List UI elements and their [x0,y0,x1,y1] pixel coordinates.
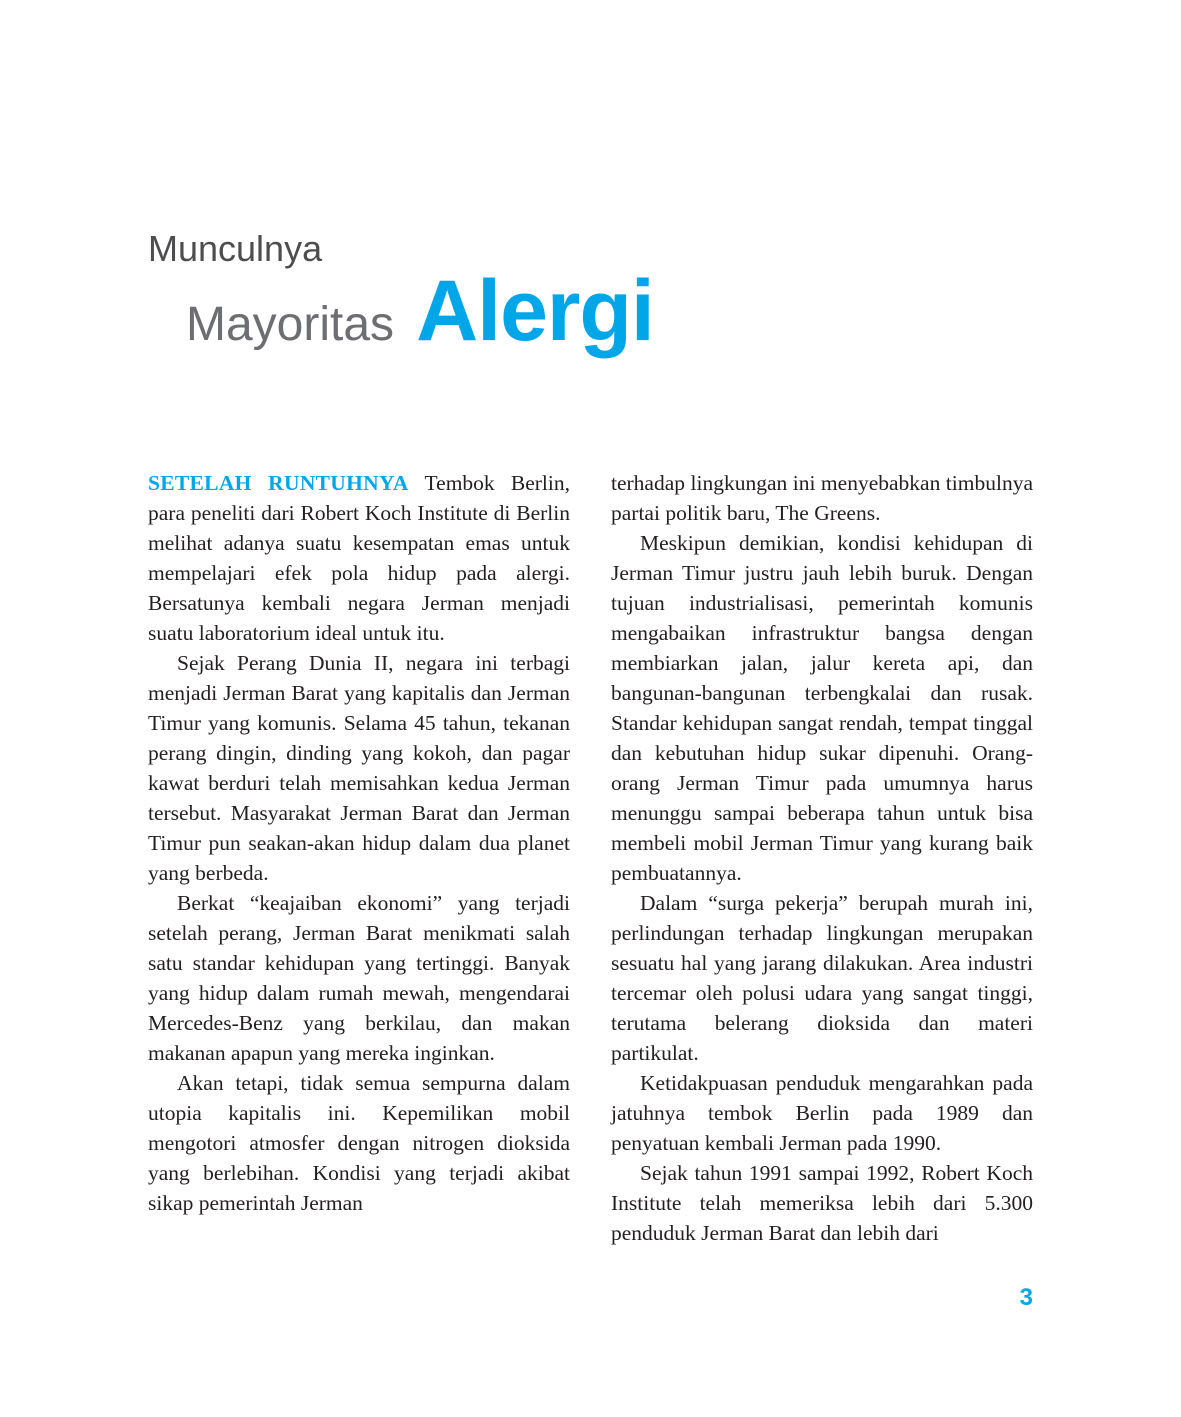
right-paragraph-3: Dalam “surga pekerja” berupah murah ini, perlindungan terhadap lingkungan merupakan sesuatu hal yang jarang dilakukan. Area industri tercemar oleh polusi udara yang sangat tinggi, terutama belerang dioksida dan materi partikulat. [611,891,1033,1065]
title-subtitle: Mayoritas [186,298,395,351]
right-paragraph-4: Ketidakpuasan penduduk mengarahkan pada jatuhnya tembok Berlin pada 1989 dan penyatuan kembali Jerman pada 1990. [611,1071,1033,1155]
left-paragraph-1 [148,468,570,648]
left-paragraph-3: Berkat “keajaiban ekonomi” yang terjadi setelah perang, Jerman Barat menikmati salah satu standar kehidupan yang tertinggi. Banyak yang hidup dalam rumah mewah, mengendarai Mercedes-Benz yang berkilau, dan makan makanan apapun yang mereka inginkan. [148,891,570,1065]
left-column [148,468,570,1218]
right-column [611,468,1033,1248]
right-paragraph-5: Sejak tahun 1991 sampai 1992, Robert Koch Institute telah memeriksa lebih dari 5.300 penduduk Jerman Barat dan lebih dari [611,1161,1033,1245]
title-line1: Munculnya [148,228,323,269]
lead-in: SETELAH RUNTUHNYA [148,471,409,495]
left-paragraph-2: Sejak Perang Dunia II, negara ini terbagi menjadi Jerman Barat yang kapitalis dan Jerman Timur yang komunis. Selama 45 tahun, tekanan perang dingin, dinding yang kokoh, dan pagar kawat berduri telah memisahkan kedua Jerman tersebut. Masyarakat Jerman Barat dan Jerman Timur pun seakan-akan hidup dalam dua planet yang berbeda. [148,651,570,885]
left-paragraph-4: Akan tetapi, tidak semua sempurna dalam utopia kapitalis ini. Kepemilikan mobil mengotori atmosfer dengan nitrogen dioksida yang berlebihan. Kondisi yang terjadi akibat sikap pemerintah Jerman [148,1071,570,1215]
right-paragraph-2: Meskipun demikian, kondisi kehidupan di Jerman Timur justru jauh lebih buruk. Dengan tujuan industrialisasi, pemerintah komunis mengabaikan infrastruktur bangsa dengan membiarkan jalan, jalur kereta api, dan bangunan-bangunan terbengkalai dan rusak. Standar kehidupan sangat rendah, tempat tinggal dan kebutuhan hidup sukar dipenuhi. Orang-orang Jerman Timur pada umumnya harus menunggu sampai beberapa tahun untuk bisa membeli mobil Jerman Timur yang kurang baik pembuatannya. [611,531,1033,885]
page-number: 3 [1019,1284,1033,1311]
left-paragraph-1-text: Tembok Berlin, para peneliti dari Robert Koch Institute di Berlin melihat adanya suatu kesempatan emas untuk mempelajari efek pola hidup pada alergi. Bersatunya kembali negara Jerman menjadi suatu laboratorium ideal untuk itu. [148,471,570,645]
right-paragraph-1: terhadap lingkungan ini menyebabkan timbulnya partai politik baru, The Greens. [611,471,1033,525]
title-line2 [186,262,654,361]
title-main: Alergi [416,263,654,359]
